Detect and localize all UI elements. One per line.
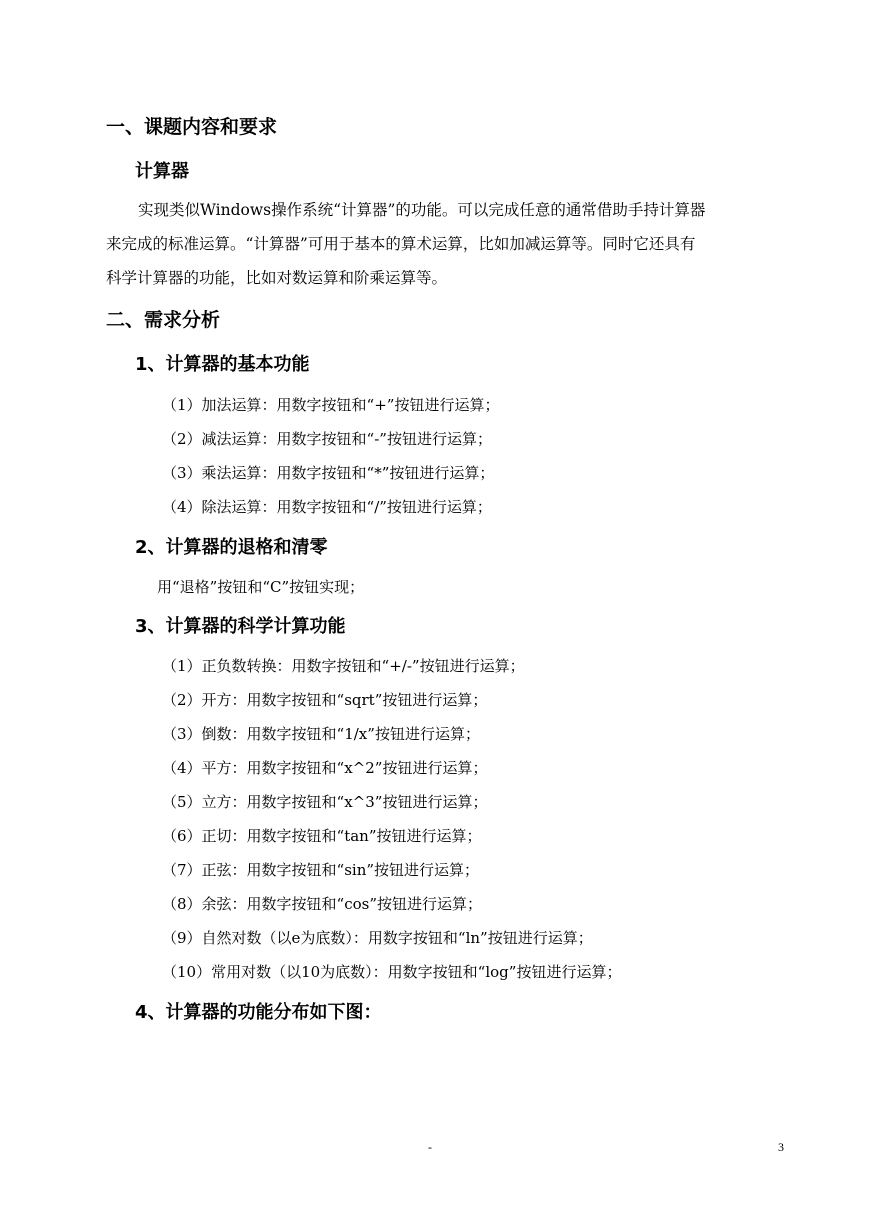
scientific-functions-heading: 3、计算器的科学计算功能 <box>135 616 346 637</box>
list-item: （9）自然对数（以e为底数）：用数字按钮和“ln”按钮进行运算； <box>162 929 593 947</box>
list-item: （6）正切：用数字按钮和“tan”按钮进行运算； <box>162 827 482 845</box>
function-distribution-heading: 4、计算器的功能分布如下图： <box>135 1002 382 1023</box>
page-number: 3 <box>778 1140 784 1154</box>
list-item: （5）立方：用数字按钮和“x^3”按钮进行运算； <box>162 793 488 811</box>
backspace-clear-heading: 2、计算器的退格和清零 <box>135 537 328 558</box>
list-item: （4）除法运算：用数字按钮和“/”按钮进行运算； <box>162 498 492 516</box>
paragraph-line: 实现类似Windows操作系统“计算器”的功能。可以完成任意的通常借助手持计算器 <box>138 201 706 219</box>
section-2-heading: 二、需求分析 <box>106 309 221 331</box>
basic-functions-heading: 1、计算器的基本功能 <box>135 354 310 375</box>
subheading-calculator: 计算器 <box>135 161 189 182</box>
list-item: （8）余弦：用数字按钮和“cos”按钮进行运算； <box>162 895 483 913</box>
list-item: （2）减法运算：用数字按钮和“-”按钮进行运算； <box>162 430 492 448</box>
section-1-heading: 一、课题内容和要求 <box>106 116 278 138</box>
list-item: （1）加法运算：用数字按钮和“+”按钮进行运算； <box>162 396 500 414</box>
list-item: （3）倒数：用数字按钮和“1/x”按钮进行运算； <box>162 725 480 743</box>
list-item: （2）开方：用数字按钮和“sqrt”按钮进行运算； <box>162 691 488 709</box>
list-item: （7）正弦：用数字按钮和“sin”按钮进行运算； <box>162 861 480 879</box>
list-item: （3）乘法运算：用数字按钮和“*”按钮进行运算； <box>162 464 495 482</box>
list-item: （10）常用对数（以10为底数）：用数字按钮和“log”按钮进行运算； <box>162 963 622 981</box>
list-item: （4）平方：用数字按钮和“x^2”按钮进行运算； <box>162 759 488 777</box>
backspace-clear-text: 用“退格”按钮和“C”按钮实现； <box>157 578 365 596</box>
paragraph-line: 科学计算器的功能，比如对数运算和阶乘运算等。 <box>106 269 448 287</box>
list-item: （1）正负数转换：用数字按钮和“+/-”按钮进行运算； <box>162 657 525 675</box>
footer-dash: - <box>428 1140 432 1154</box>
paragraph-line: 来完成的标准运算。“计算器”可用于基本的算术运算，比如加减运算等。同时它还具有 <box>106 235 696 253</box>
